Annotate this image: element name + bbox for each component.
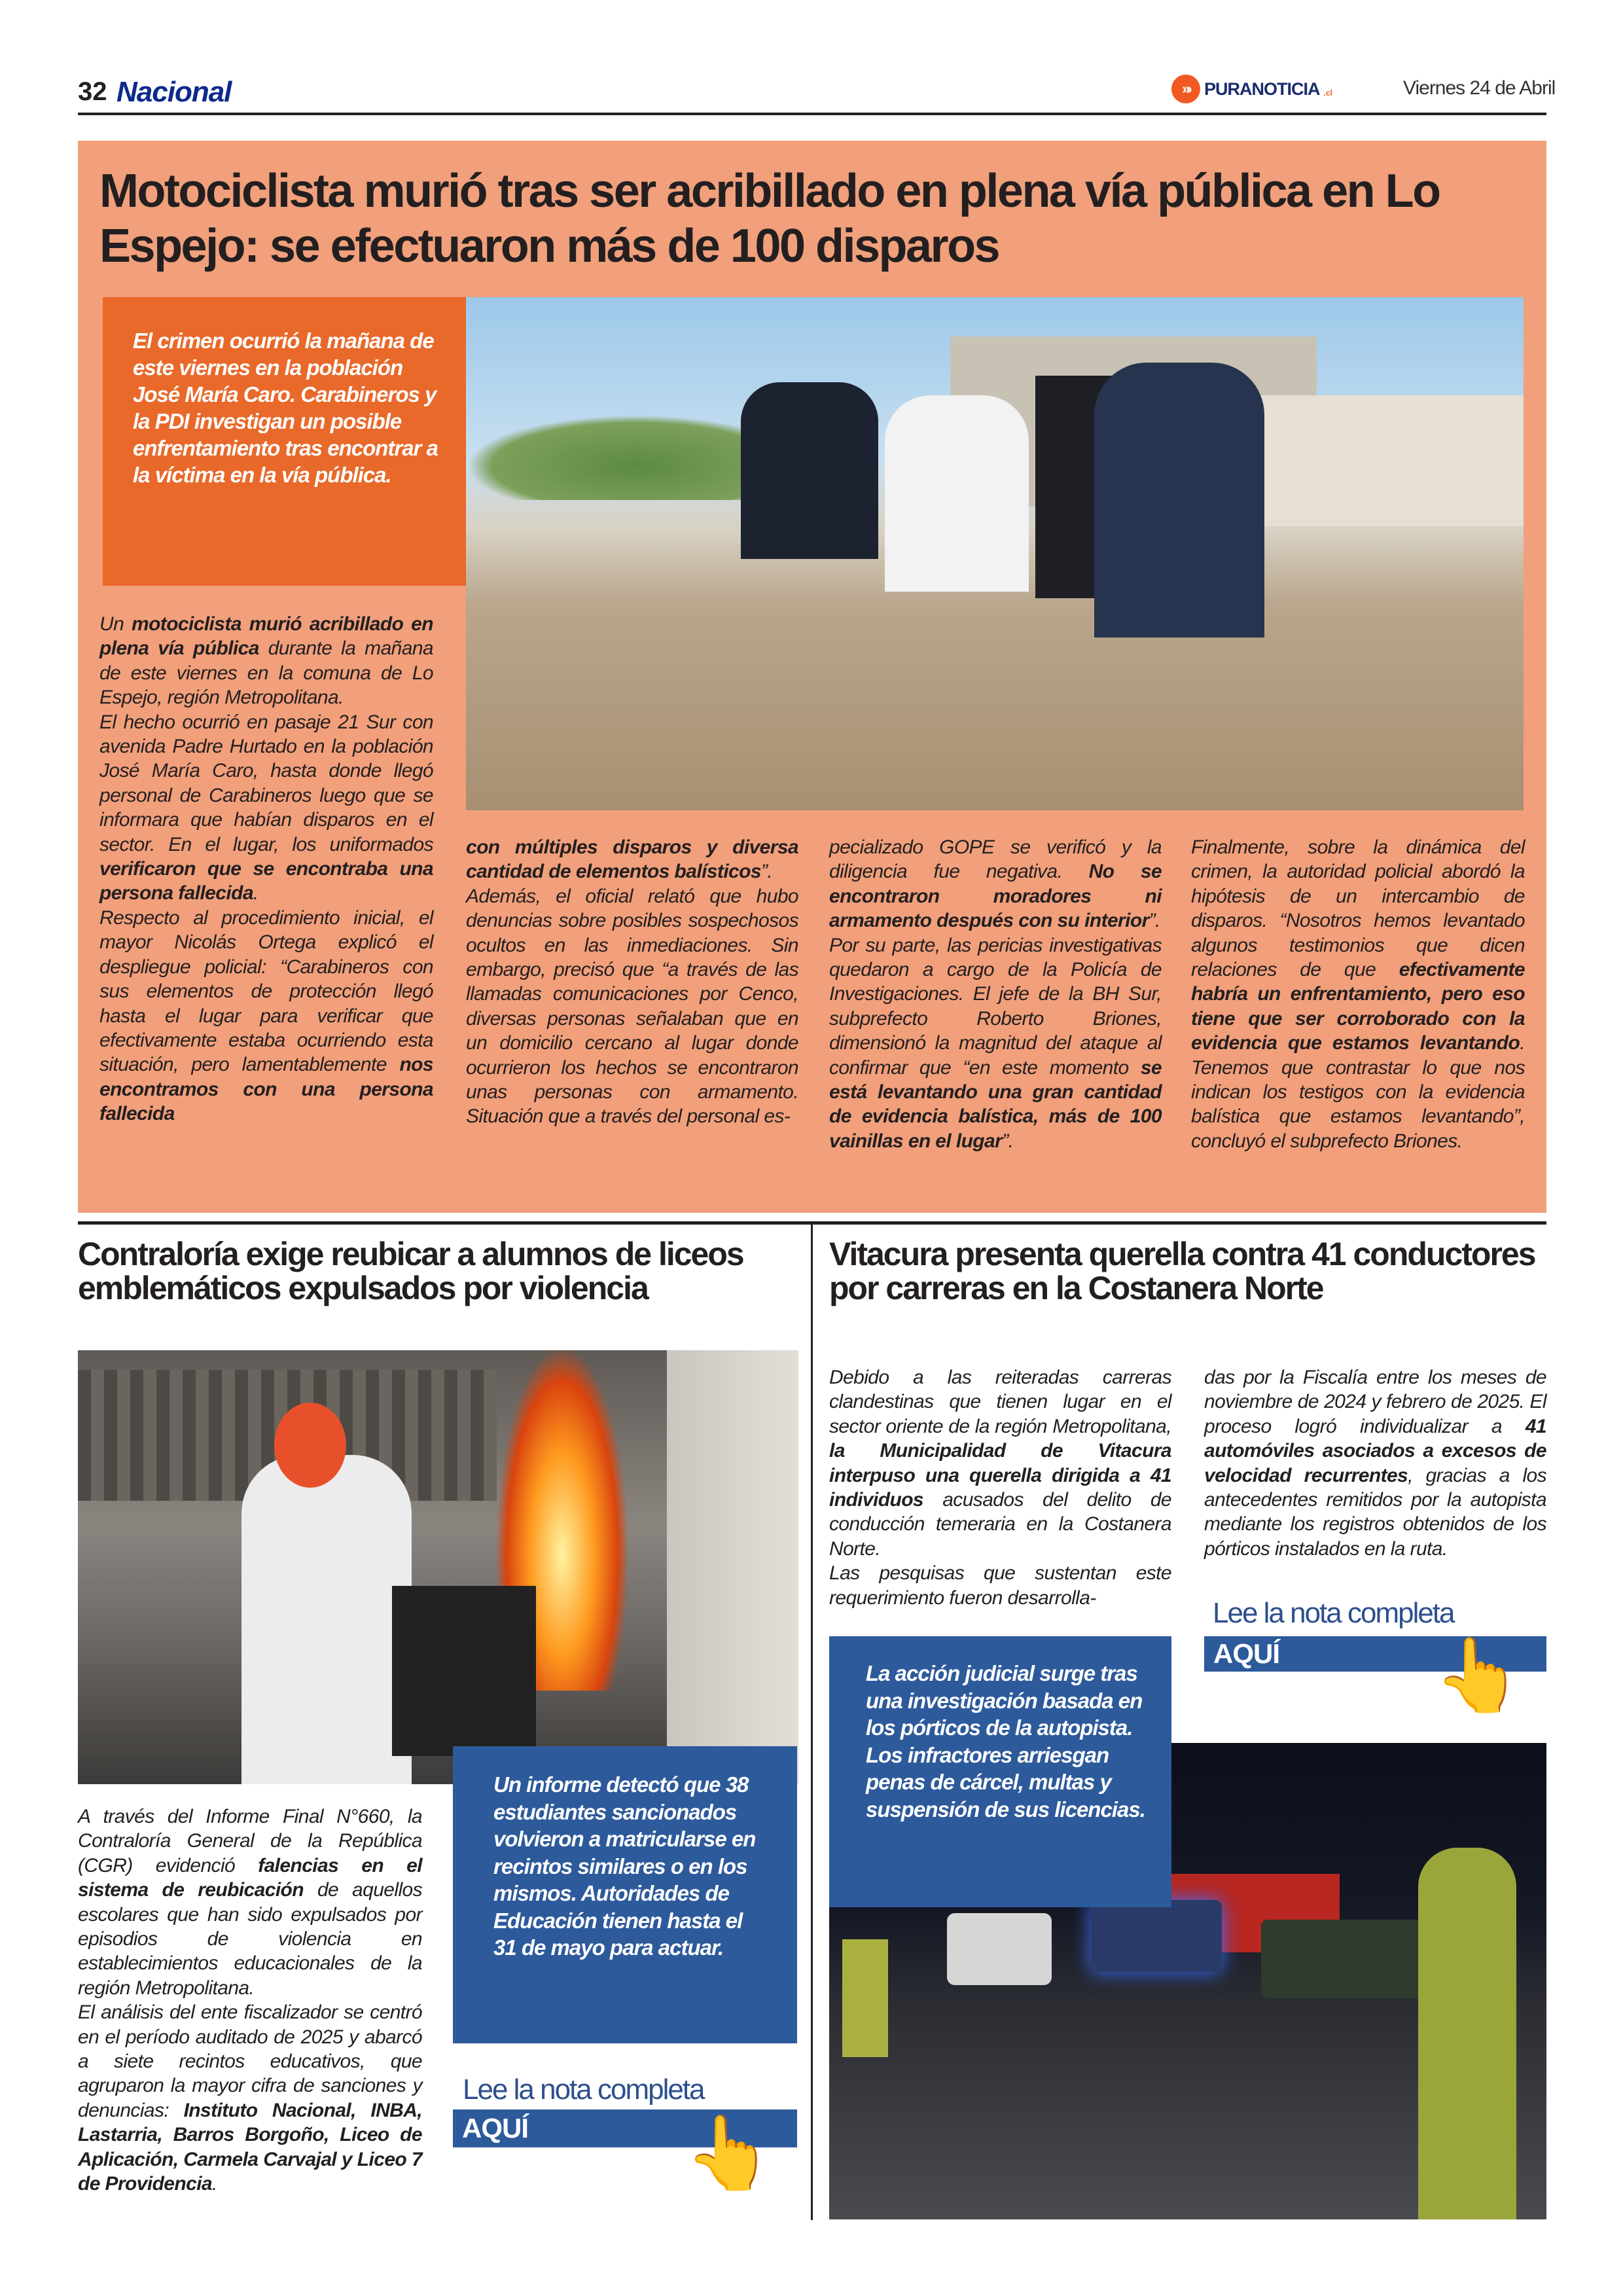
left-article-callout: Un informe detectó que 38 estudiantes sancionados volvieron a matricularse en recintos similares o en los mismos. Autoridades de Educación tienen hasta el 31 de mayo para actuar. (453, 1746, 797, 2043)
bold-text: No se encontraron moradores ni armamento después con su interior (829, 861, 1162, 932)
bold-text: con múltiples disparos y diversa cantidad de elementos balísticos (466, 836, 798, 883)
left-article-headline: Contraloría exige reubicar a alumnos de liceos emblemáticos expulsados por violencia (78, 1236, 743, 1306)
body-text: . (253, 882, 259, 905)
right-read-more-button[interactable]: AQUÍ (1204, 1636, 1546, 1672)
pointing-hand-icon[interactable]: 👆 (684, 2113, 774, 2193)
bold-text: falencias en el sistema de reubicación (78, 1854, 423, 1901)
paragraph (1204, 1365, 1546, 1561)
top-article-column-1 (99, 612, 433, 1126)
paragraph (99, 710, 433, 906)
chevrons-icon: »› (1171, 75, 1200, 103)
puranoticia-logo (1171, 75, 1332, 103)
top-article-column-2 (466, 835, 798, 1129)
body-text: , gracias a los antecedentes remitidos por la autopista mediante los registros obtenidos de los pórticos instalados en la ruta. (1204, 1464, 1546, 1560)
section-name: Nacional (116, 76, 232, 108)
bold-text: se está levantando una gran cantidad de evidencia balística, más de 100 vainillas en el lugar (829, 1056, 1162, 1152)
body-text: Además, el oficial relató que hubo denuncias sobre posibles sospechosos ocultos en las inmediaciones. Sin embargo, precisó que “a través de las llamadas comunicaciones por Cenco, diversas personas señalaban que en un domicilio cercano al lugar donde ocurrieron los hechos se encontraron unas personas con armamento. Situación que a través del personal es- (466, 885, 798, 1128)
body-text: . Tenemos que contrastar lo que nos indican los testigos con la evidencia balística que estamos levantando”, concluyó el subprefecto Briones. (1191, 1032, 1525, 1152)
paragraph (829, 1561, 1171, 1610)
bold-text: motociclista murió acribillado en plena vía pública (99, 613, 433, 660)
right-article-callout: La acción judicial surge tras una investigación basada en los pórticos de la autopista. Los infractores arriesgan penas de cárcel, multas y suspensión de sus licencias. (829, 1636, 1171, 1907)
body-text: . (212, 2173, 217, 2195)
pointing-hand-icon[interactable]: 👆 (1433, 1635, 1523, 1715)
paragraph (78, 1804, 422, 2000)
left-read-more-label[interactable]: Lee la nota completa (463, 2073, 704, 2106)
body-text: Finalmente, sobre la dinámica del crimen, la autoridad policial abordó la hipótesis de un intercambio de disparos. “Nosotros hemos levantado algunos testimonios que dicen relaciones de que (1191, 836, 1525, 981)
right-article-column-1 (829, 1365, 1171, 1610)
body-text: pecializado GOPE se verificó y la diligencia fue negativa. (829, 836, 1162, 883)
paragraph (466, 835, 798, 884)
body-text: das por la Fiscalía entre los meses de noviembre de 2024 y febrero de 2025. El proceso logró individualizar a (1204, 1367, 1546, 1437)
top-article-column-4 (1191, 835, 1525, 1153)
left-article-column-1 (78, 1804, 422, 2197)
body-text: Debido a las reiteradas carreras clandestinas que tienen lugar en el sector oriente de la región Metropolitana, (829, 1367, 1171, 1437)
paragraph (829, 933, 1162, 1154)
page-number: 32 (78, 77, 107, 106)
body-text: durante la mañana de este viernes en la comuna de Lo Espejo, región Metropolitana. (99, 637, 434, 709)
bold-text: verificaron que se encontraba una persona fallecida (99, 858, 433, 905)
left-article-photo (78, 1350, 798, 1784)
right-article-column-2 (1204, 1365, 1546, 1561)
body-text: Las pesquisas que sustentan este requerimiento fueron desarrolla- (829, 1562, 1171, 1609)
paragraph (829, 1365, 1171, 1561)
body-text: ”. (1149, 910, 1160, 932)
right-article-headline: Vitacura presenta querella contra 41 conductores por carreras en la Costanera Norte (829, 1236, 1535, 1306)
issue-date: Viernes 24 de Abril (1403, 77, 1556, 99)
header-divider (78, 113, 1546, 115)
body-text: El análisis del ente fiscalizador se centró en el período auditado de 2025 y abarcó a siete recintos educativos, que agruparon la mayor cifra de sanciones y denuncias: (78, 2001, 422, 2121)
left-read-more-button[interactable]: AQUÍ (453, 2109, 797, 2147)
body-text: de aquellos escolares que han sido expulsados por episodios de violencia en establecimientos educacionales de la región Metropolitana. (78, 1879, 423, 1999)
paragraph (99, 612, 433, 710)
bold-text: Instituto Nacional, INBA, Lastarria, Barros Borgoño, Liceo de Aplicación, Carmela Carvajal y Liceo 7 de Providencia (78, 2099, 422, 2195)
bold-text: nos encontramos con una persona fallecida (99, 1054, 433, 1125)
paragraph (78, 2000, 422, 2196)
body-text: acusados del delito de conducción temeraria en la Costanera Norte. (829, 1489, 1171, 1560)
top-article-photo (466, 297, 1524, 810)
bold-text: la Municipalidad de Vitacura interpuso una querella dirigida a 41 individuos (829, 1440, 1171, 1511)
body-text: Un (99, 613, 132, 635)
body-text: Respecto al procedimiento inicial, el mayor Nicolás Ortega explicó el despliegue policial: “Carabineros con sus elementos de protección llegó hasta el lugar para verificar que efectivamente estaba ocurriendo esta situación, pero lamentablemente (99, 906, 433, 1076)
body-text: ”. (760, 861, 773, 883)
top-article-headline: Motociclista murió tras ser acribillado en plena vía pública en Lo Espejo: se efectuaron más de 100 disparos (99, 165, 1440, 272)
top-article-column-3 (829, 835, 1162, 1153)
paragraph (466, 884, 798, 1129)
bold-text: 41 automóviles asociados a excesos de velocidad recurrentes (1204, 1415, 1546, 1486)
top-article-callout: El crimen ocurrió la mañana de este viernes en la población José María Caro. Carabineros y la PDI investigan un posible enfrentamiento tras encontrar a la víctima en la vía pública. (103, 297, 469, 586)
body-text: ”. (1002, 1130, 1014, 1152)
right-read-more-label[interactable]: Lee la nota completa (1213, 1597, 1454, 1629)
column-divider (811, 1224, 813, 2220)
paragraph (1191, 835, 1525, 1153)
body-text: A través del Informe Final N°660, la Contraloría General de la República (CGR) evidenció (78, 1806, 422, 1876)
paragraph (99, 906, 433, 1126)
logo-suffix: .cl (1323, 88, 1332, 98)
bold-text: efectivamente habría un enfrentamiento, pero eso tiene que ser corroborado con la evidencia que estamos levantando (1191, 959, 1525, 1054)
body-text: El hecho ocurrió en pasaje 21 Sur con avenida Padre Hurtado en la población José María Caro, hasta donde llegó personal de Carabineros luego que se informara que habían disparos en el sector. En el lugar, los uniformados (99, 711, 433, 855)
paragraph (829, 835, 1162, 933)
logo-text: PURANOTICIA (1204, 79, 1320, 99)
body-text: Por su parte, las pericias investigativas quedaron a cargo de la Policía de Investigaciones. El jefe de la BH Sur, subprefecto Roberto Briones, dimensionó la magnitud del ataque al confirmar que “en este momento (829, 934, 1162, 1079)
